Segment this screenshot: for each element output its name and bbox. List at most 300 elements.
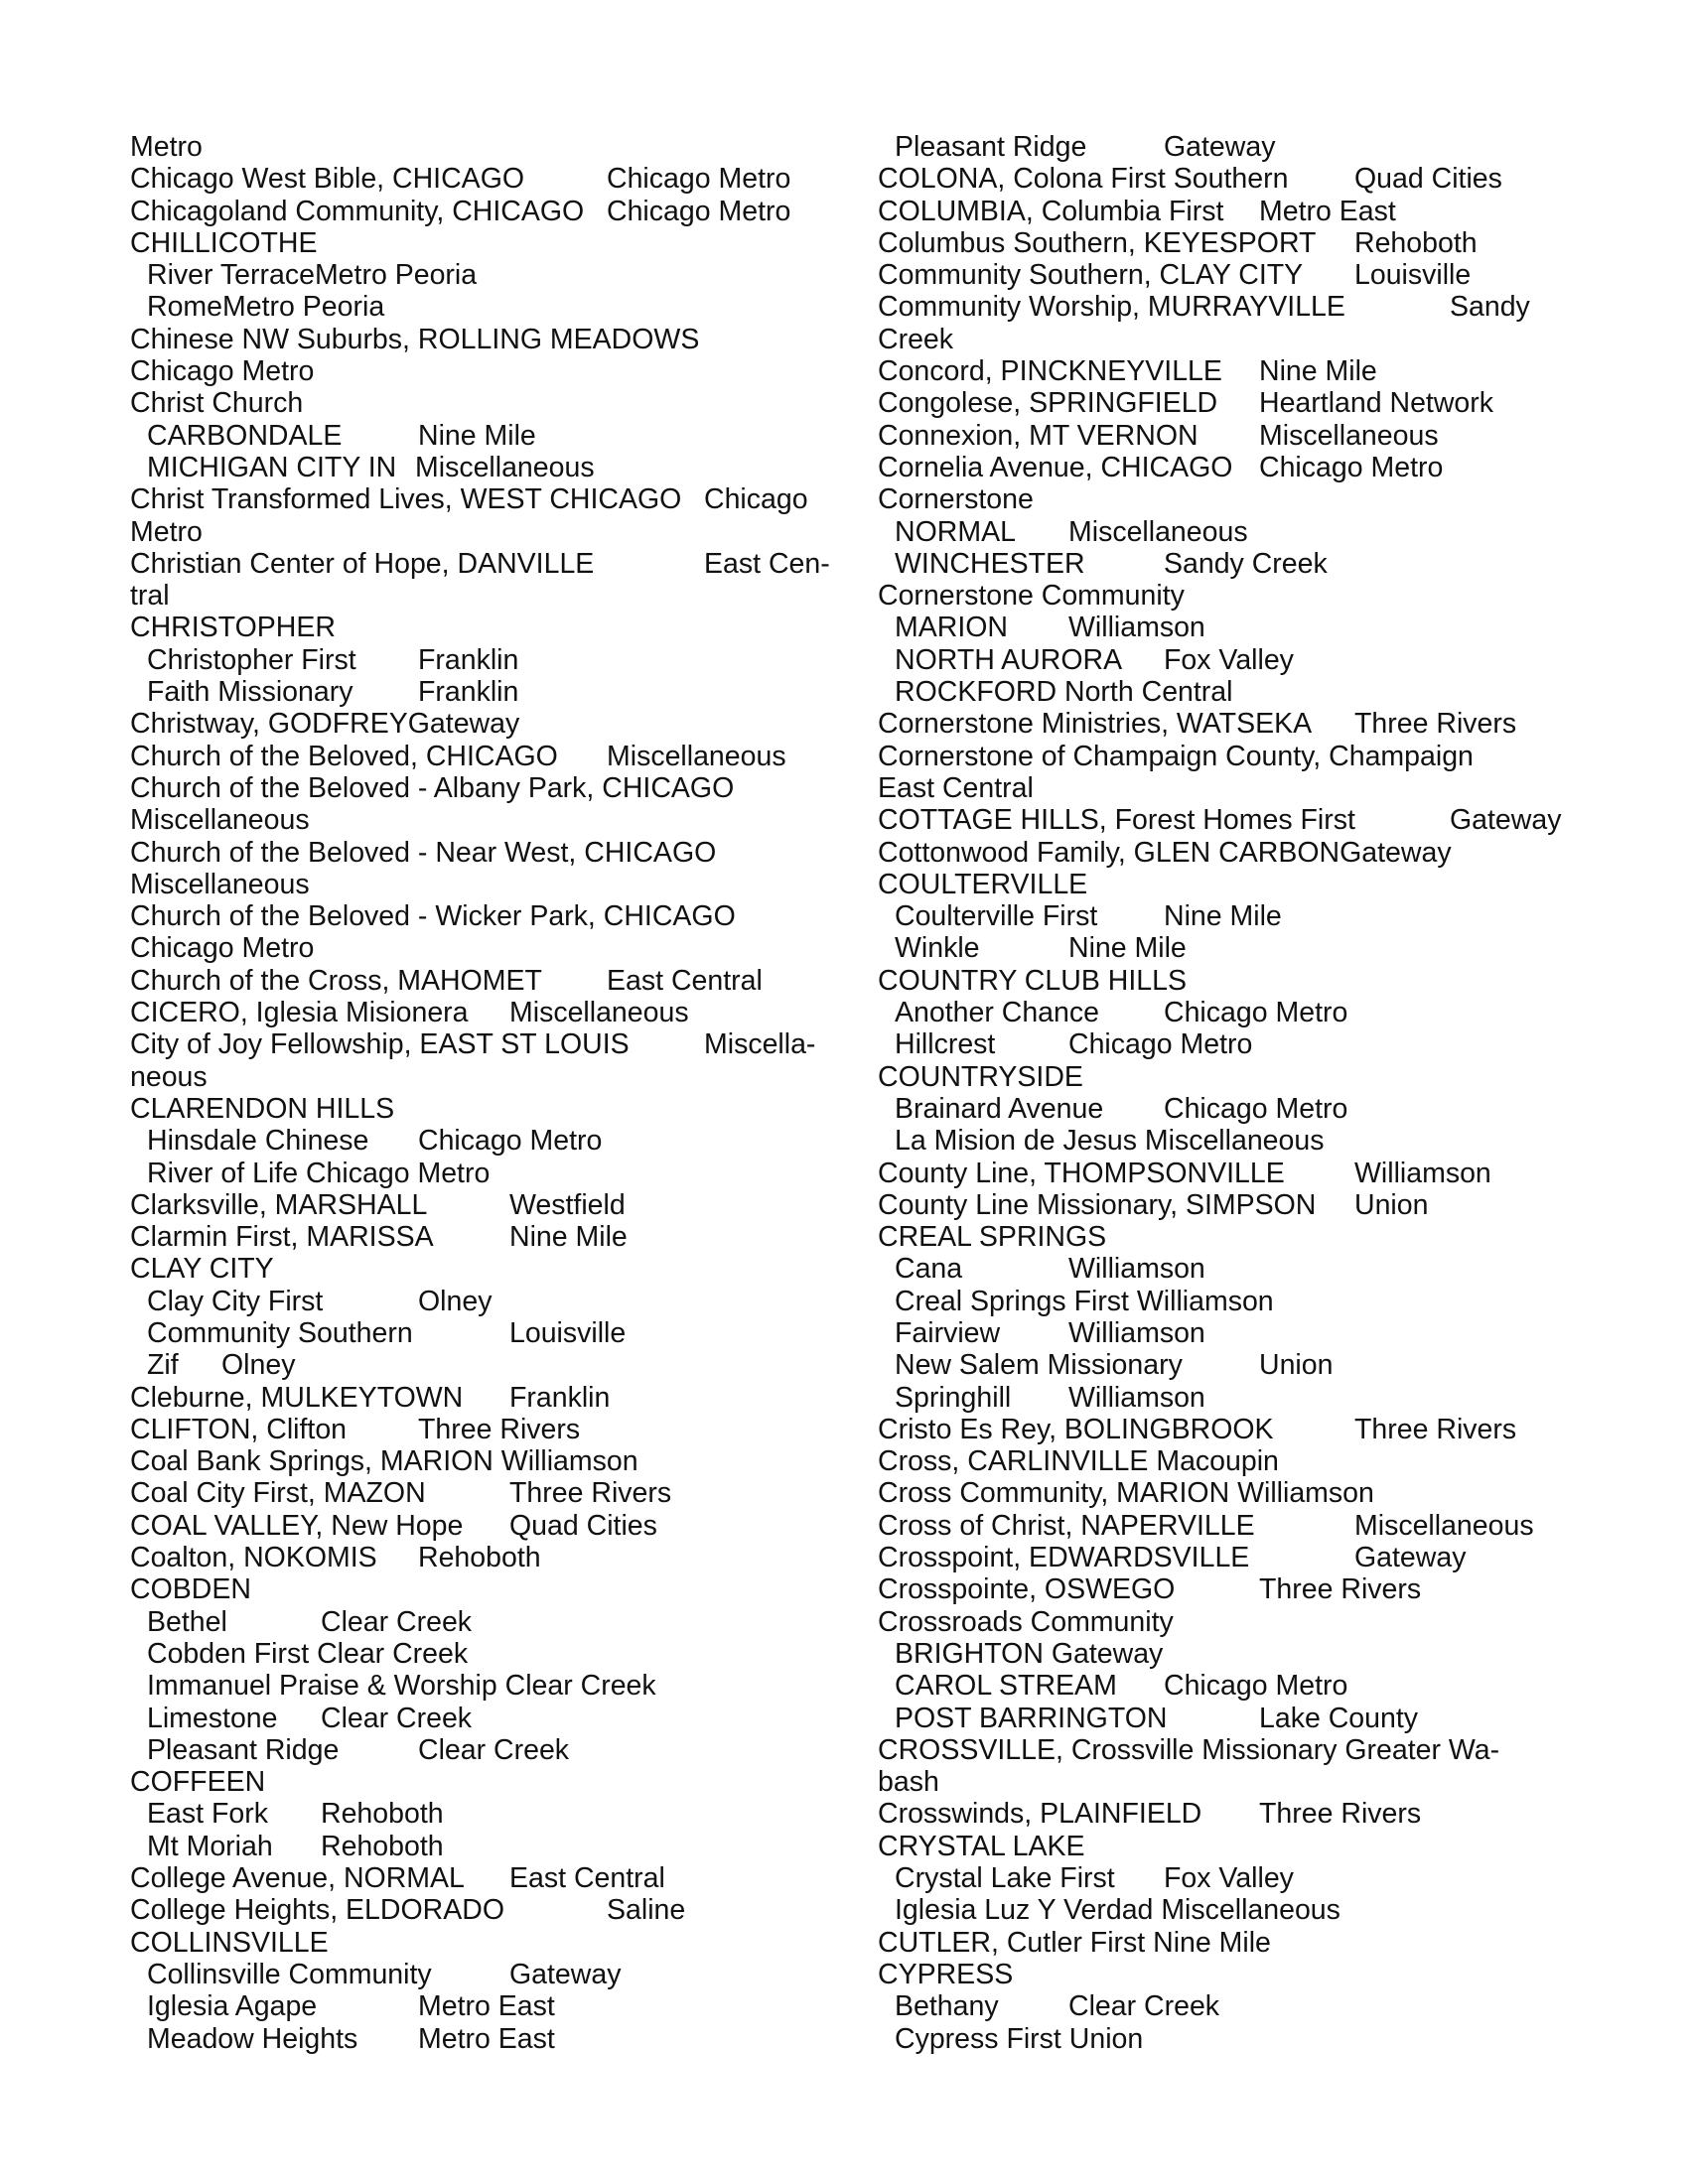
entry-name: COAL VALLEY, New Hope	[130, 1509, 464, 1542]
directory-entry	[878, 387, 1593, 419]
directory-entry	[130, 804, 845, 836]
entry-name: neous	[130, 1060, 208, 1093]
directory-entry	[130, 580, 845, 612]
entry-name: River TerraceMetro Peoria	[147, 259, 478, 292]
entry-association: Louisville	[1354, 259, 1472, 292]
entry-association: Rehoboth	[321, 1798, 444, 1831]
entry-name: COLLINSVILLE	[130, 1926, 329, 1959]
entry-association: Metro East	[1259, 195, 1396, 227]
directory-entry	[130, 291, 845, 323]
entry-association: Three Rivers	[1354, 708, 1517, 741]
entry-name: Cristo Es Rey, BOLINGBROOK	[878, 1413, 1274, 1445]
entry-name: Limestone	[147, 1702, 278, 1734]
directory-entry	[878, 1798, 1593, 1830]
directory-entry	[878, 355, 1593, 387]
entry-name: MICHIGAN CITY IN	[147, 451, 397, 483]
entry-name: College Avenue, NORMAL	[130, 1862, 465, 1895]
entry-name: WINCHESTER	[895, 547, 1085, 580]
entry-name: Cleburne, MULKEYTOWN	[130, 1381, 464, 1414]
directory-entry	[878, 1028, 1593, 1060]
directory-entry	[878, 1894, 1593, 1926]
entry-association: Rehoboth	[418, 1542, 541, 1574]
entry-name: Cornerstone Ministries, WATSEKA	[878, 708, 1313, 741]
directory-entry	[878, 1542, 1593, 1573]
entry-association: Chicago Metro	[418, 1125, 603, 1158]
entry-name: Pleasant Ridge	[895, 131, 1087, 163]
entry-name: East Central	[878, 771, 1034, 804]
entry-name: Hillcrest	[895, 1028, 996, 1061]
entry-name: Collinsville Community	[147, 1958, 432, 1990]
entry-name: Cornerstone	[878, 483, 1034, 516]
entry-name: Springhill	[895, 1381, 1012, 1414]
entry-name: Cobden First Clear Creek	[147, 1637, 469, 1670]
directory-entry	[130, 932, 845, 964]
entry-name: Bethany	[895, 1990, 999, 2023]
directory-entry	[878, 1606, 1593, 1638]
entry-association: Miscella-	[704, 1028, 816, 1061]
entry-name: Cypress First Union	[895, 2022, 1144, 2055]
entry-name: COUNTRYSIDE	[878, 1060, 1083, 1093]
entry-association: Rehoboth	[1354, 226, 1478, 259]
directory-entry	[130, 355, 845, 387]
directory-entry	[878, 772, 1593, 804]
directory-entry	[130, 965, 845, 997]
entry-name: CRYSTAL LAKE	[878, 1830, 1085, 1862]
entry-association: Chicago Metro	[1164, 1092, 1348, 1125]
entry-name: BRIGHTON Gateway	[895, 1637, 1164, 1670]
entry-name: Another Chance	[895, 997, 1099, 1029]
entry-name: Church of the Cross, MAHOMET	[130, 964, 542, 997]
directory-entry	[130, 1158, 845, 1189]
entry-association: Clear Creek	[321, 1702, 473, 1734]
entry-name: Hinsdale Chinese	[147, 1125, 369, 1158]
entry-name: Faith Missionary	[147, 676, 353, 709]
entry-association: Williamson	[1068, 1253, 1205, 1286]
entry-name: Coal City First, MAZON	[130, 1477, 426, 1510]
entry-name: Creal Springs First Williamson	[895, 1285, 1274, 1317]
entry-name: Church of the Beloved - Near West, CHICAGO	[130, 836, 717, 869]
entry-name: Miscellaneous	[130, 804, 310, 837]
entry-name: CLAY CITY	[130, 1253, 274, 1286]
directory-entry	[878, 291, 1593, 323]
directory-entry	[130, 1862, 845, 1894]
directory-entry	[130, 420, 845, 452]
entry-name: Cottonwood Family, GLEN CARBONGateway	[878, 836, 1452, 869]
entry-association: Olney	[418, 1285, 493, 1317]
directory-entry	[878, 997, 1593, 1028]
entry-name: Cross Community, MARION Williamson	[878, 1477, 1374, 1510]
directory-entry	[130, 324, 845, 355]
directory-entry	[130, 900, 845, 932]
directory-entry	[130, 1477, 845, 1509]
directory-entry	[878, 1927, 1593, 1959]
entry-name: Coal Bank Springs, MARION Williamson	[130, 1445, 638, 1478]
entry-name: COULTERVILLE	[878, 868, 1088, 900]
entry-association: Fox Valley	[1164, 643, 1294, 676]
entry-name: Clarksville, MARSHALL	[130, 1188, 428, 1221]
entry-association: East Central	[607, 964, 763, 997]
directory-entry	[130, 1510, 845, 1542]
entry-association: Franklin	[509, 1381, 611, 1414]
entry-name: tral	[130, 580, 170, 613]
directory-entry	[878, 483, 1593, 515]
entry-name: Christopher First	[147, 643, 356, 676]
entry-name: Crosswinds, PLAINFIELD	[878, 1798, 1202, 1831]
directory-entry	[878, 644, 1593, 676]
entry-name: CROSSVILLE, Crossville Missionary Greater Wa-	[878, 1733, 1500, 1766]
directory-entry	[878, 1253, 1593, 1285]
entry-name: bash	[878, 1766, 939, 1799]
directory-entry	[878, 1573, 1593, 1605]
entry-name: Cornerstone Community	[878, 580, 1185, 613]
entry-name: Crystal Lake First	[895, 1862, 1115, 1895]
entry-name: Metro	[130, 515, 203, 548]
entry-name: Christ Church	[130, 387, 304, 420]
entry-association: Gateway	[1450, 804, 1562, 837]
entry-association: Clear Creek	[1068, 1990, 1220, 2023]
entry-association: Miscellaneous	[1259, 419, 1439, 452]
directory-entry	[130, 163, 845, 195]
directory-entry	[130, 1253, 845, 1285]
directory-entry	[130, 1382, 845, 1414]
directory-entry	[878, 900, 1593, 932]
entry-association: Miscellaneous	[509, 997, 689, 1029]
entry-association: Saline	[607, 1894, 686, 1927]
entry-name: CLARENDON HILLS	[130, 1092, 395, 1125]
entry-name: Winkle	[895, 932, 980, 965]
entry-name: College Heights, ELDORADO	[130, 1894, 504, 1927]
directory-entry	[878, 1445, 1593, 1477]
directory-entry	[878, 869, 1593, 900]
directory-entry	[130, 548, 845, 580]
entry-name: City of Joy Fellowship, EAST ST LOUIS	[130, 1028, 630, 1061]
directory-entry	[878, 612, 1593, 643]
entry-association: Clear Creek	[321, 1605, 473, 1638]
entry-association: Franklin	[418, 676, 519, 709]
entry-name: MARION	[895, 612, 1008, 644]
entry-name: CLIFTON, Clifton	[130, 1413, 348, 1445]
directory-entry	[130, 1414, 845, 1445]
directory-entry	[130, 772, 845, 804]
entry-name: River of Life Chicago Metro	[147, 1157, 491, 1189]
directory-entry	[878, 1862, 1593, 1894]
entry-name: Crosspointe, OSWEGO	[878, 1573, 1176, 1606]
directory-entry	[878, 708, 1593, 740]
entry-name: CHRISTOPHER	[130, 612, 336, 644]
directory-entry	[130, 1189, 845, 1221]
entry-association: Nine Mile	[418, 419, 536, 452]
directory-entry	[878, 1221, 1593, 1253]
entry-association: Miscellaneous	[607, 740, 786, 772]
directory-entry	[130, 259, 845, 291]
directory-entry	[878, 1414, 1593, 1445]
entry-name: Chinese NW Suburbs, ROLLING MEADOWS	[130, 323, 700, 355]
entry-name: Church of the Beloved - Albany Park, CHICAGO	[130, 771, 735, 804]
directory-entry	[130, 676, 845, 708]
entry-name: ROCKFORD North Central	[895, 676, 1233, 709]
entry-name: Crossroads Community	[878, 1605, 1174, 1638]
directory-entry	[878, 1061, 1593, 1093]
entry-name: COUNTRY CLUB HILLS	[878, 964, 1187, 997]
entry-name: COBDEN	[130, 1573, 251, 1606]
entry-association: Westfield	[509, 1188, 626, 1221]
directory-entry	[130, 1798, 845, 1830]
entry-association: Gateway	[509, 1958, 622, 1990]
entry-name: CICERO, Iglesia Misionera	[130, 997, 469, 1029]
directory-entry	[878, 932, 1593, 964]
entry-name: COFFEEN	[130, 1766, 266, 1799]
directory-entry	[130, 708, 845, 740]
entry-association: East Central	[509, 1862, 665, 1895]
directory-entry	[130, 2023, 845, 2055]
directory-entry	[130, 1927, 845, 1959]
entry-association: Williamson	[1068, 1381, 1205, 1414]
directory-entry	[878, 1670, 1593, 1702]
entry-name: New Salem Missionary	[895, 1349, 1183, 1382]
entry-association: Sandy	[1450, 291, 1530, 324]
directory-entry	[130, 131, 845, 163]
directory-entry	[878, 676, 1593, 708]
entry-association: Williamson	[1068, 612, 1205, 644]
entry-name: CYPRESS	[878, 1958, 1014, 1990]
entry-association: Quad Cities	[509, 1509, 657, 1542]
entry-name: Mt Moriah	[147, 1830, 273, 1862]
directory-entry	[878, 965, 1593, 997]
directory-entry	[878, 1638, 1593, 1670]
entry-name: Cornelia Avenue, CHICAGO	[878, 451, 1233, 483]
entry-name: Christway, GODFREYGateway	[130, 708, 520, 741]
entry-name: Immanuel Praise & Worship Clear Creek	[147, 1670, 656, 1703]
directory-entry	[878, 1510, 1593, 1542]
entry-association: Sandy Creek	[1164, 547, 1328, 580]
entry-name: Church of the Beloved, CHICAGO	[130, 740, 558, 772]
entry-name: La Mision de Jesus Miscellaneous	[895, 1125, 1325, 1158]
directory-entry	[130, 483, 845, 515]
directory-entry	[878, 1158, 1593, 1189]
directory-entry	[130, 1349, 845, 1381]
directory-entry	[130, 1221, 845, 1253]
directory-entry	[130, 1959, 845, 1990]
entry-name: Iglesia Luz Y Verdad Miscellaneous	[895, 1894, 1340, 1927]
entry-association: Gateway	[1354, 1542, 1467, 1574]
entry-association: Fox Valley	[1164, 1862, 1294, 1895]
directory-entry	[878, 804, 1593, 836]
directory-entry	[130, 1286, 845, 1317]
directory-entry	[130, 1831, 845, 1862]
entry-association: Chicago	[704, 483, 808, 516]
entry-name: Coalton, NOKOMIS	[130, 1542, 377, 1574]
entry-name: Pleasant Ridge	[147, 1733, 340, 1766]
directory-entry	[130, 196, 845, 227]
directory-entry	[130, 1703, 845, 1734]
directory-entry	[130, 1606, 845, 1638]
entry-name: Metro	[130, 131, 203, 163]
entry-name: Community Worship, MURRAYVILLE	[878, 291, 1345, 324]
directory-entry	[130, 387, 845, 419]
directory-entry	[878, 516, 1593, 548]
directory-entry	[130, 644, 845, 676]
entry-name: CARBONDALE	[147, 419, 343, 452]
entry-association: Olney	[221, 1349, 296, 1382]
directory-entry	[130, 516, 845, 548]
directory-entry	[130, 837, 845, 869]
entry-name: Chicago West Bible, CHICAGO	[130, 163, 525, 196]
directory-entry	[130, 1573, 845, 1605]
entry-name: NORTH AURORA	[895, 643, 1123, 676]
directory-entry	[878, 1382, 1593, 1414]
directory-entry	[878, 1477, 1593, 1509]
directory-entry	[130, 997, 845, 1028]
entry-association: Chicago Metro	[1164, 1670, 1348, 1703]
directory-entry	[878, 196, 1593, 227]
directory-entry	[130, 1093, 845, 1125]
directory-entry	[878, 259, 1593, 291]
entry-name: Church of the Beloved - Wicker Park, CHICAGO	[130, 900, 736, 933]
directory-entry	[878, 1125, 1593, 1157]
directory-entry	[878, 1703, 1593, 1734]
directory-entry	[878, 420, 1593, 452]
entry-name: Connexion, MT VERNON	[878, 419, 1198, 452]
directory-entry	[130, 1542, 845, 1573]
entry-association: Nine Mile	[1164, 900, 1282, 933]
directory-entry	[130, 1317, 845, 1349]
entry-name: CUTLER, Cutler First Nine Mile	[878, 1926, 1271, 1959]
entry-name: COLUMBIA, Columbia First	[878, 195, 1224, 227]
entry-association: Chicago Metro	[1164, 997, 1348, 1029]
entry-name: Cornerstone of Champaign County, Champaign	[878, 740, 1474, 772]
directory-entry	[878, 1286, 1593, 1317]
entry-association: Miscellaneous	[1354, 1509, 1534, 1542]
entry-name: CAROL STREAM	[895, 1670, 1117, 1703]
directory-entry	[130, 741, 845, 772]
entry-name: East Fork	[147, 1798, 268, 1831]
entry-association: Chicago Metro	[607, 195, 791, 227]
entry-association: Chicago Metro	[1259, 451, 1444, 483]
entry-name: County Line Missionary, SIMPSON	[878, 1188, 1317, 1221]
entry-association: Union	[1259, 1349, 1334, 1382]
entry-name: Community Southern, CLAY CITY	[878, 259, 1304, 292]
entry-association: Clear Creek	[418, 1733, 570, 1766]
directory-entry	[878, 1317, 1593, 1349]
directory-entry	[130, 869, 845, 900]
entry-association: Nine Mile	[1068, 932, 1187, 965]
entry-name: Cana	[895, 1253, 963, 1286]
directory-entry	[130, 612, 845, 643]
entry-name: Christian Center of Hope, DANVILLE	[130, 547, 595, 580]
directory-entry	[878, 2023, 1593, 2055]
entry-name: Bethel	[147, 1605, 227, 1638]
directory-entry	[878, 227, 1593, 259]
entry-association: Metro East	[418, 1990, 555, 2023]
entry-association: Quad Cities	[1354, 163, 1502, 196]
directory-entry	[878, 1189, 1593, 1221]
entry-name: Iglesia Agape	[147, 1990, 318, 2023]
entry-association: Chicago Metro	[607, 163, 791, 196]
directory-entry	[878, 1766, 1593, 1798]
entry-name: County Line, THOMPSONVILLE	[878, 1157, 1285, 1189]
directory-entry	[130, 1028, 845, 1060]
entry-name: Cross, CARLINVILLE Macoupin	[878, 1445, 1279, 1478]
entry-association: Gateway	[1164, 131, 1276, 163]
entry-name: Miscellaneous	[130, 868, 310, 900]
entry-association: Union	[1354, 1188, 1429, 1221]
directory-entry	[878, 580, 1593, 612]
left-column	[130, 131, 845, 2055]
directory-entry	[878, 1734, 1593, 1766]
entry-name: Columbus Southern, KEYESPORT	[878, 226, 1317, 259]
entry-name: Clay City First	[147, 1285, 324, 1317]
entry-association: Lake County	[1259, 1702, 1419, 1734]
entry-association: Williamson	[1354, 1157, 1491, 1189]
entry-association: Three Rivers	[1259, 1798, 1422, 1831]
directory-entry	[130, 1894, 845, 1926]
entry-association: Three Rivers	[509, 1477, 672, 1510]
entry-association: Three Rivers	[1259, 1573, 1422, 1606]
entry-association: Nine Mile	[1259, 355, 1377, 388]
entry-association: Metro East	[418, 2022, 555, 2055]
directory-entry	[130, 1445, 845, 1477]
entry-association: Miscellaneous	[415, 451, 595, 483]
entry-name: Cross of Christ, NAPERVILLE	[878, 1509, 1255, 1542]
directory-entry	[130, 1766, 845, 1798]
directory-entry	[878, 741, 1593, 772]
entry-name: Clarmin First, MARISSA	[130, 1221, 434, 1254]
entry-name: NORMAL	[895, 515, 1016, 548]
entry-association: Chicago Metro	[1068, 1028, 1253, 1061]
right-column	[878, 131, 1593, 2055]
entry-name: Meadow Heights	[147, 2022, 358, 2055]
directory-entry	[130, 1990, 845, 2022]
entry-name: Crosspoint, EDWARDSVILLE	[878, 1542, 1250, 1574]
entry-name: Coulterville First	[895, 900, 1098, 933]
entry-name: RomeMetro Peoria	[147, 291, 385, 324]
directory-entry	[130, 1125, 845, 1157]
entry-name: CREAL SPRINGS	[878, 1221, 1107, 1254]
entry-association: Miscellaneous	[1068, 515, 1248, 548]
entry-association: Louisville	[509, 1316, 627, 1349]
directory-entry	[130, 1670, 845, 1702]
entry-name: CHILLICOTHE	[130, 226, 318, 259]
entry-association: Three Rivers	[418, 1413, 581, 1445]
directory-entry	[130, 1638, 845, 1670]
directory-entry	[878, 1959, 1593, 1990]
directory-entry	[130, 1061, 845, 1093]
directory-entry	[878, 1093, 1593, 1125]
entry-name: Concord, PINCKNEYVILLE	[878, 355, 1222, 388]
entry-association: Three Rivers	[1354, 1413, 1517, 1445]
directory-entry	[878, 1831, 1593, 1862]
directory-entry	[878, 1349, 1593, 1381]
directory-entry	[130, 227, 845, 259]
entry-name: Fairview	[895, 1316, 1001, 1349]
directory-entry	[130, 1734, 845, 1766]
entry-name: Community Southern	[147, 1316, 413, 1349]
entry-name: POST BARRINGTON	[895, 1702, 1168, 1734]
directory-entry	[878, 452, 1593, 483]
directory-entry	[130, 452, 845, 483]
directory-entry	[878, 548, 1593, 580]
entry-name: Zif	[147, 1349, 179, 1382]
entry-association: Williamson	[1068, 1316, 1205, 1349]
entry-name: Chicagoland Community, CHICAGO	[130, 195, 585, 227]
directory-entry	[878, 837, 1593, 869]
entry-name: Chicago Metro	[130, 355, 315, 388]
entry-association: Heartland Network	[1259, 387, 1494, 420]
entry-name: COTTAGE HILLS, Forest Homes First	[878, 804, 1355, 837]
entry-association: Rehoboth	[321, 1830, 444, 1862]
entry-association: Nine Mile	[509, 1221, 628, 1254]
entry-name: COLONA, Colona First Southern	[878, 163, 1289, 196]
